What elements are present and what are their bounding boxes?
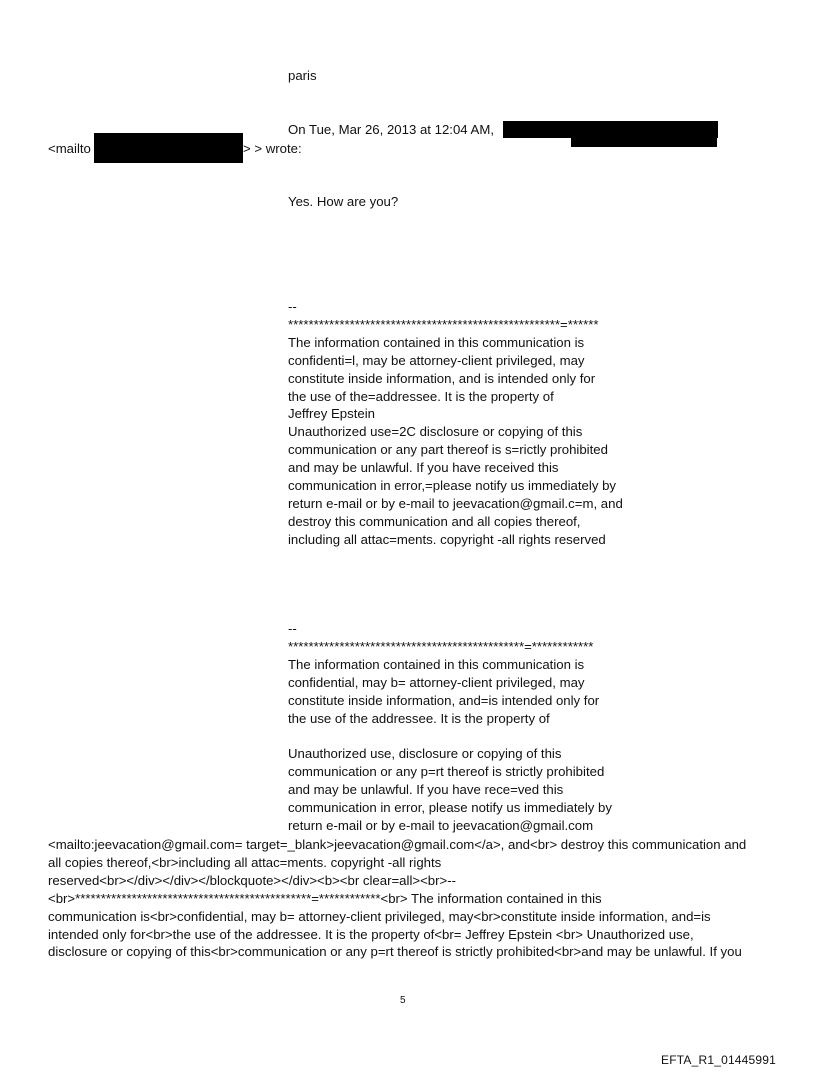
raw-html-line: <br>**********************************************=************<br> The information contained in this [48,890,602,906]
disclaimer-block [288,620,758,835]
disclaimer-line: Unauthorized use, disclosure or copying of this [288,746,562,762]
separator-dashes: -- [288,299,297,314]
separator-stars: **********************************************=************ [288,638,594,654]
disclaimer-line: and may be unlawful. If you have received this [288,460,559,476]
disclaimer-line: constitute inside information, and=is intended only for [288,692,600,708]
disclaimer-line: communication or any part thereof is s=rictly prohibited [288,442,608,458]
disclaimer-line [288,727,758,745]
disclaimer-line: destroy this communication and all copies thereof, [288,513,581,529]
disclaimer-line: constitute inside information, and is intended only for [288,370,596,386]
document-id: EFTA_R1_01445991 [661,1053,777,1067]
raw-html-line: reserved<br></div></div></blockquote></div><b><br clear=all><br>-- [48,872,456,888]
disclaimer-line: Unauthorized use=2C disclosure or copying of this [288,424,583,440]
disclaimer-line: The information contained in this communication is [288,334,585,350]
separator-dashes: -- [288,621,297,636]
disclaimer-line: The information contained in this communication is [288,656,585,672]
raw-html-line: intended only for<br>the use of the addressee. It is the property of<br= Jeffrey Epstein <br> Unauthorized use, [48,926,694,942]
disclaimer-line: the use of the=addressee. It is the property of [288,388,554,404]
disclaimer-line: the use of the addressee. It is the property of [288,710,550,726]
raw-html-line: disclosure or copying of this<br>communication or any p=rt thereof is strictly prohibited<br>and may be unlawful. If you [48,944,742,960]
greeting-text: paris [288,68,317,83]
separator-stars: *****************************************************=****** [288,316,599,332]
disclaimer-line: Jeffrey Epstein [288,406,375,422]
reply-header-wrote: > > wrote: [243,141,302,156]
raw-html-line: communication is<br>confidential, may b= attorney-client privileged, may<br>constitute inside information, and=is [48,908,711,924]
reply-header-date: On Tue, Mar 26, 2013 at 12:04 AM, [288,122,494,137]
disclaimer-block [288,298,758,549]
raw-html-line: <mailto:jeevacation@gmail.com= target=_blank>jeevacation@gmail.com</a>, and<br> destroy this communication and [48,837,747,852]
raw-html-block [48,836,778,961]
disclaimer-line: confidential, may b= attorney-client privileged, may [288,674,585,690]
redaction-box [571,133,717,147]
disclaimer-line: including all attac=ments. copyright -all rights reserved [288,531,606,547]
message-body: Yes. How are you? [288,194,399,209]
redaction-box [94,133,243,163]
reply-header-mailto: <mailto [48,141,91,156]
disclaimer-line: communication or any p=rt thereof is strictly prohibited [288,764,605,780]
disclaimer-line: communication in error,=please notify us immediately by [288,478,617,494]
raw-html-line: all copies thereof,<br>including all attac=ments. copyright -all rights [48,854,442,870]
disclaimer-line: return e-mail or by e-mail to jeevacation@gmail.com [288,817,594,833]
disclaimer-line: return e-mail or by e-mail to jeevacation@gmail.c=m, and [288,495,623,511]
disclaimer-line: and may be unlawful. If you have rece=ved this [288,782,564,798]
disclaimer-line: communication in error, please notify us immediately by [288,800,612,816]
disclaimer-line: confidenti=l, may be attorney-client privileged, may [288,352,585,368]
page-number: 5 [400,995,406,1006]
